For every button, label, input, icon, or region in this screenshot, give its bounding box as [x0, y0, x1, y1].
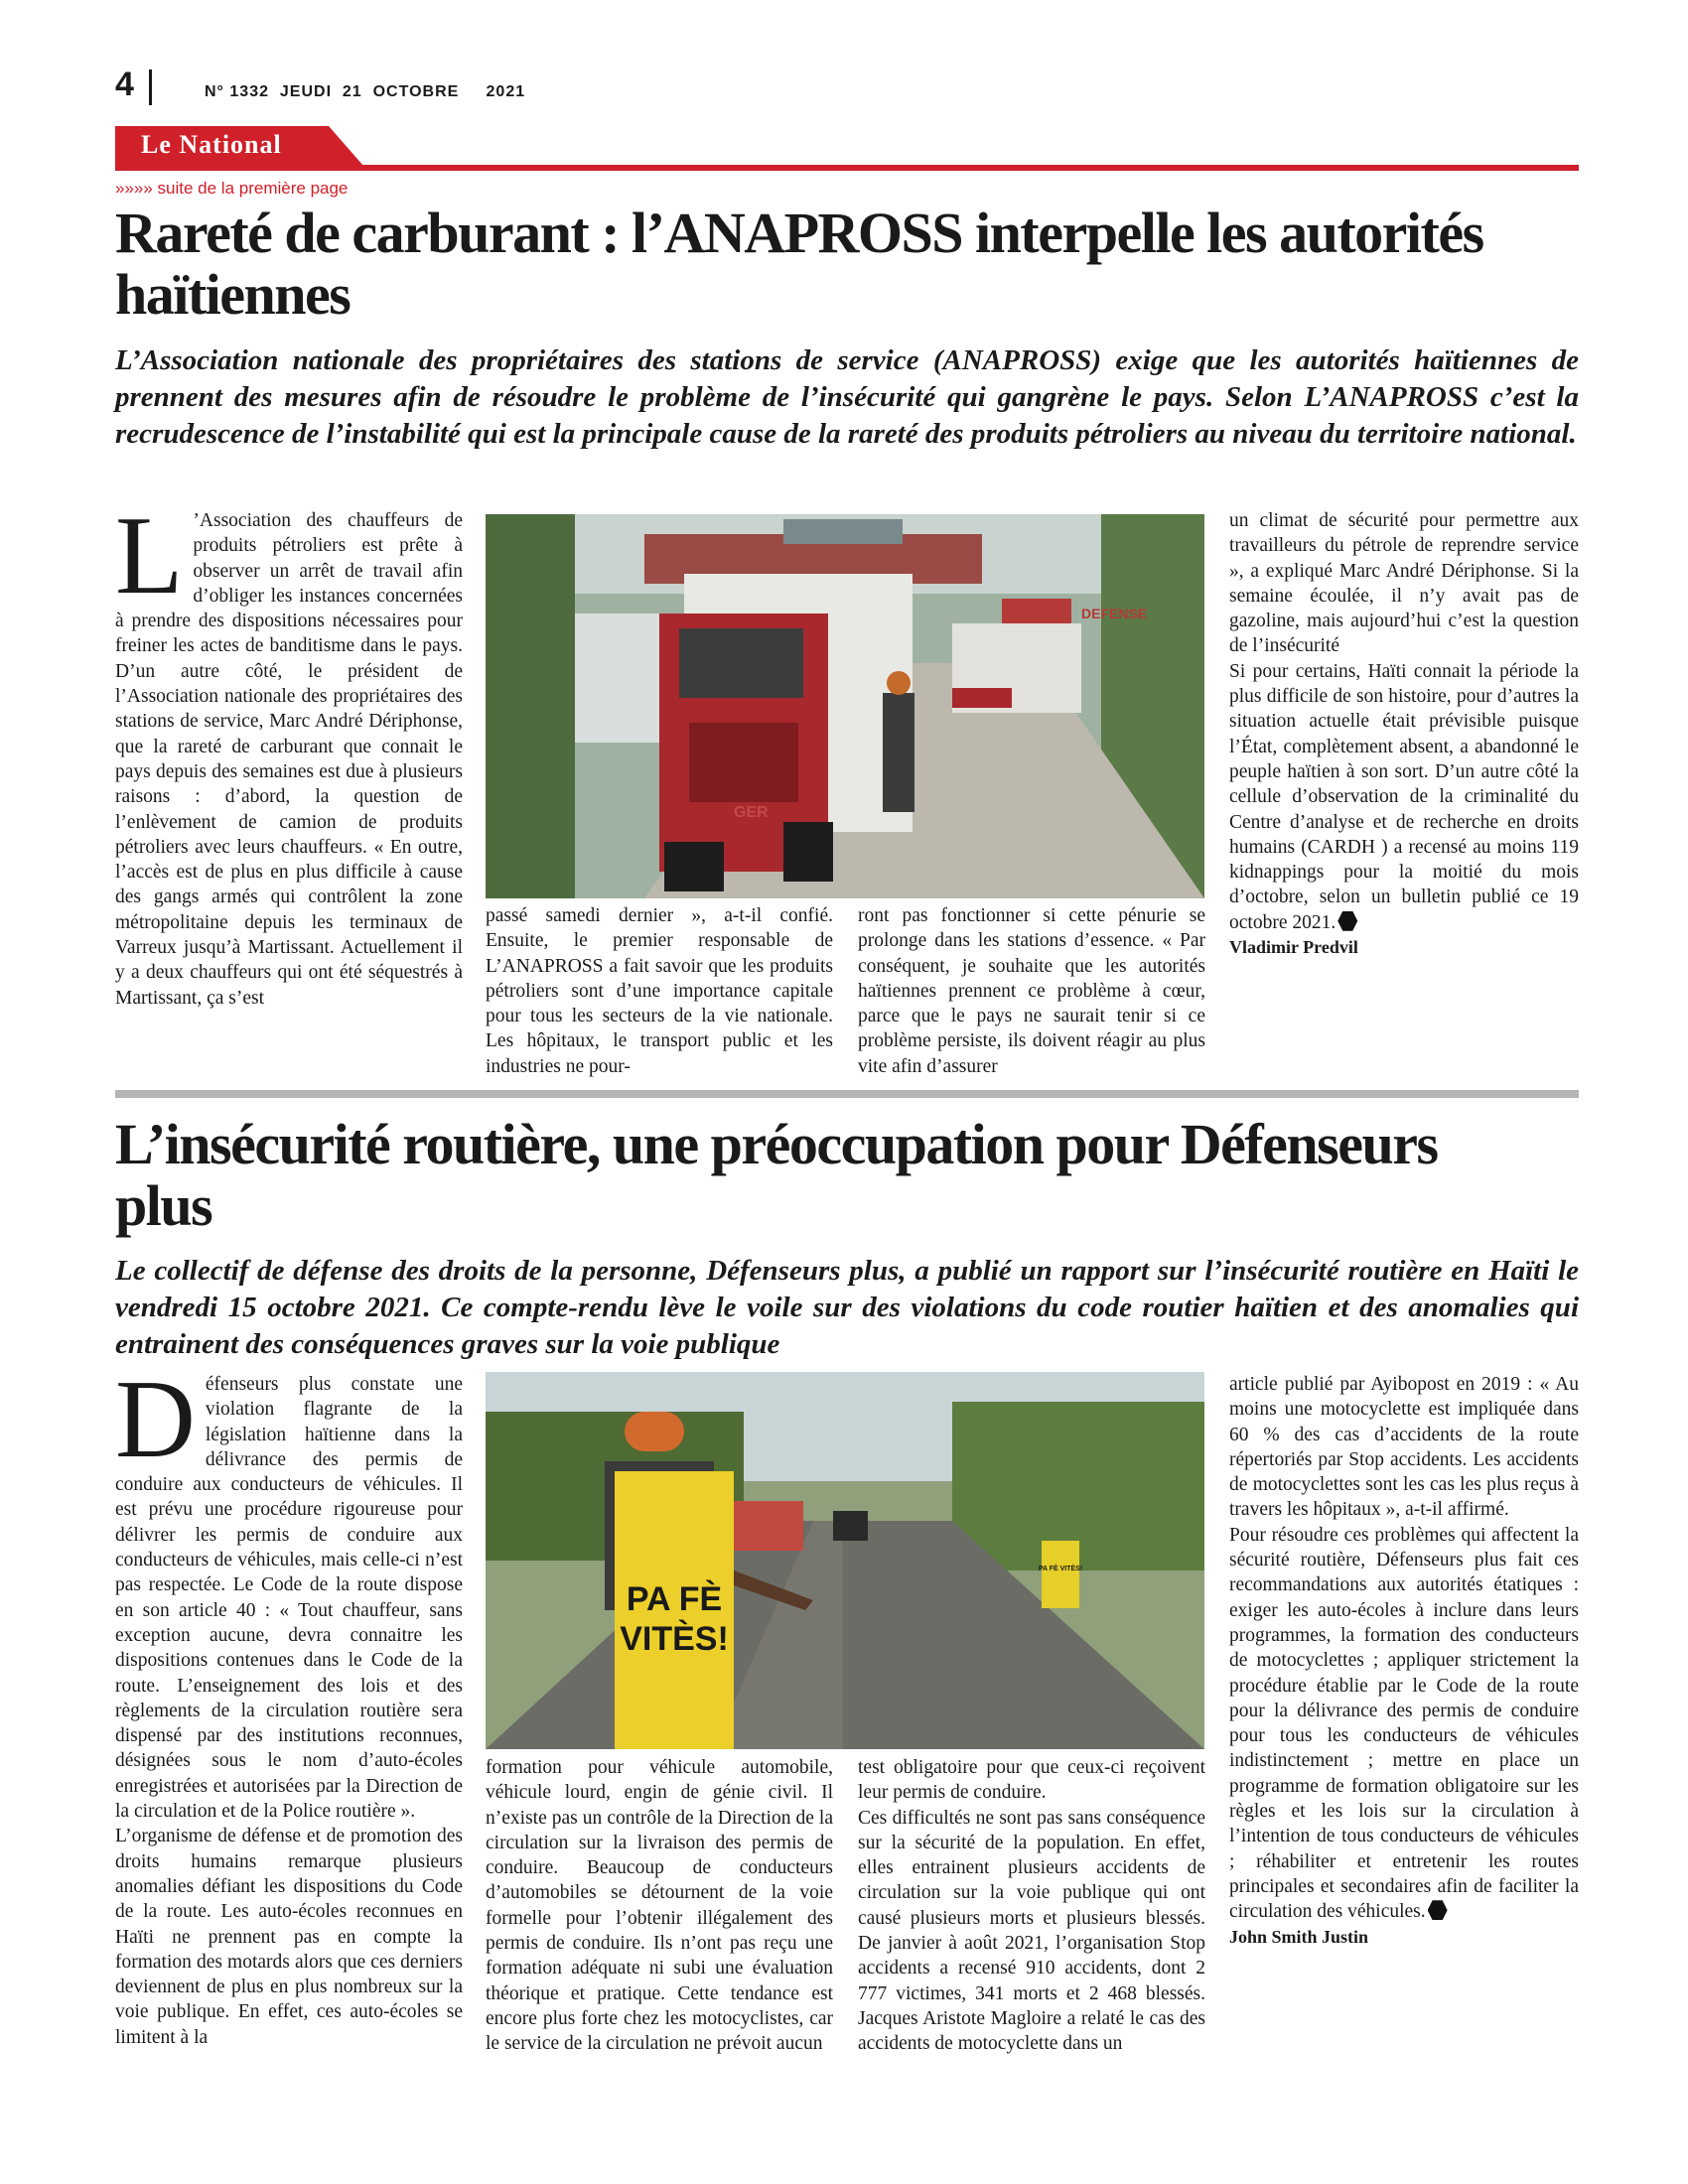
article2-col4-para1: article publié par Ayibopost en 2019 : « Au moins une motocyclette est impliquée dans 60 % des cas d’accidents de la route répertoriés par Stop accidents. Les accidents de motocyclettes sont les cas les plus reçus à travers les hôpitaux », a-t-il affirmé.	[1229, 1374, 1579, 1521]
article1-dropcap: L	[115, 494, 184, 617]
page-number-divider	[149, 69, 152, 105]
article1-photo-fuel-truck	[486, 514, 1204, 898]
photo1-tank-label: DEFENSE	[1081, 606, 1148, 621]
article1-col4-para1: un climat de sécurité pour permettre aux travailleurs du pétrole de reprendre service », a expliqué Marc André Dériphonse. Si la semaine écoulée, il n’y avait pas de gazoline, mais aujourd’hui c’est la question de l’insécurité	[1229, 510, 1579, 657]
article1-lede: L’Association nationale des propriétaires des stations de service (ANAPROSS) exige que les autorités haïtiennes de prennent des mesures afin de résoudre le problème de l’insécurité qui gangrène le pays. Selon L’ANAPROSS c’est la recrudescence de l’instabilité qui est la principale cause de la rareté des produits pétroliers au niveau du territoire national.	[115, 344, 1579, 450]
article2-title-line1: L’insécurité routière, une préoccupation pour Défenseurs	[115, 1112, 1438, 1176]
article2-column-2	[486, 1755, 833, 2132]
article2-lede: Le collectif de défense des droits de la personne, Défenseurs plus, a publié un rapport sur l’insécurité routière en Haïti le vendredi 15 octobre 2021. Ce compte-rendu lève le voile sur des violations du code routier haïtien et des anomalies qui entrainent des conséquences graves sur la voie publique	[115, 1255, 1579, 1360]
article1-col2-text: passé samedi dernier », a-t-il confié. Ensuite, le premier responsable de L’ANAPROSS a fait savoir que les produits pétroliers sont d’une importance capitale pour tous les secteurs de la vie nationale. Les hôpitaux, le transport public et les industries ne pour-	[486, 905, 833, 1077]
article2-col1-text: éfenseurs plus constate une violation flagrante de la législation haïtienne dans la délivrance des permis de conduire aux conducteurs de véhicules. Il est prévu une procédure rigoureuse pour délivrer les permis de conduire aux conducteurs de véhicules, mais celle-ci n’est pas respectée. Le Code de la route dispose en son article 40 : « Tout chauffeur, sans exception aucune, devra connaitre les dispositions contenues dans le Code de la route. L’enseignement des lois et des règlements de la circulation routière sera dispensé par des institutions reconnues, désignées sous le nom d’auto-écoles enregistrées et autorisées par la Direction de la circulation et de la Police routière ».	[115, 1374, 463, 1823]
article2-column-1	[115, 1358, 463, 2126]
article2-col4-para2: Pour résoudre ces problèmes qui affectent la sécurité routière, Défenseurs plus fait ces recommandations aux autorités étatiques : exiger les auto-écoles à inclure dans leurs programmes, la formation des conducteurs de motocyclettes ; appliquer strictement la procédure établie par le Code de la route pour la délivrance des permis de conduire pour tous les conducteurs de véhicules indistinctement ; mettre en place un programme de formation obligatoire sur les règles et les lois sur la circulation à l’intention de tous conducteurs de véhicules ; réhabiliter et entretenir les routes principales et secondaires afin de faciliter la circulation des véhicules.	[1229, 1524, 1579, 1923]
article2-dropcap: D	[115, 1358, 196, 1481]
article1-col4-para2: Si pour certains, Haïti connait la période la plus difficile de son histoire, pour d’autres la situation actuelle était prévisible puisque l’État, complètement absent, a abandonné le peuple haïtien à son sort. D’un autre côté la cellule d’observation de la criminalité du Centre d’analyse et de recherche en droits humains (CARDH ) a recensé au moins 119 kidnappings pour la moitié du mois d’octobre, selon un bulletin publié ce 19 octobre 2021.	[1229, 660, 1579, 933]
article1-column-2	[486, 903, 833, 1077]
article1-column-4	[1229, 508, 1579, 1084]
photo1-bumper-label: GER	[734, 804, 769, 821]
article2-column-4	[1229, 1372, 1579, 2136]
article1-byline: Vladimir Predvil	[1229, 937, 1358, 958]
issue-line: N° 1332 JEUDI 21 OCTOBRE 2021	[205, 83, 526, 100]
article1-title-line1: Rareté de carburant : l’ANAPROSS interpelle les autorités	[115, 201, 1483, 265]
page-number: 4	[115, 66, 134, 103]
photo2-distant-sign: PA FÈ VITÈS!	[1038, 1566, 1083, 1572]
section-rule	[115, 165, 1579, 171]
photo2-sign-line2: VITÈS!	[620, 1620, 729, 1658]
article2-title-line2: plus	[115, 1173, 212, 1238]
article-divider	[115, 1090, 1579, 1098]
article2-photo-road-safety	[486, 1372, 1204, 1749]
article2-col3-para2: Ces difficultés ne sont pas sans conséquence sur la sécurité de la population. En effet, elles entrainent plusieurs accidents de circulation sur la voie publique qui ont causé plusieurs morts et plusieurs blessés. De janvier à août 2021, l’organisation Stop accidents a recensé 910 accidents, dont 2 777 victimes, 341 morts et 2 468 blessés. Jacques Aristote Magloire a relaté le cas des accidents de motocyclette dans un	[858, 1807, 1205, 2055]
end-mark-icon	[1337, 911, 1357, 931]
section-label: Le National	[141, 130, 282, 159]
article1-title-line2: haïtiennes	[115, 262, 351, 327]
article1-column-3	[858, 903, 1205, 1077]
end-mark-icon	[1428, 1900, 1448, 1920]
article1-column-1	[115, 494, 463, 1074]
article1-col3-text: ront pas fonctionner si cette pénurie se prolonge dans les stations d’essence. « Par conséquent, je souhaite que les autorités haïtiennes prennent ce problème à cœur, parce que le pays ne saurait tenir si ce problème persiste, ils doivent réagir au plus vite afin d’assurer	[858, 905, 1205, 1077]
article2-col2-text: formation pour véhicule automobile, véhicule lourd, engin de génie civil. Il n’existe pas un contrôle de la Direction de la circulation sur la livraison des permis de conduire. Beaucoup de conducteurs d’automobiles se détournent de la voie formelle pour l’obtenir illégalement des permis de conduire. Ils n’ont pas reçu une formation adéquate ni subi une évaluation théorique et pratique. Cette tendance est encore plus forte chez les motocyclistes, car le service de la circulation ne prévoit aucun	[486, 1757, 833, 2055]
article1-col1-text: ’Association des chauffeurs de produits pétroliers est prête à observer un arrêt de travail afin d’obliger les instances concernées à prendre des dispositions nécessaires pour freiner les actes de banditisme dans le pays. D’un autre côté, le président de l’Association nationale des propriétaires des stations de service, Marc André Dériphonse, que la rareté de carburant que connait le pays depuis des semaines est due à plusieurs raisons : d’abord, la question de l’enlèvement de camion de produits pétroliers avec leurs chauffeurs. « En outre, l’accès est de plus en plus difficile à cause des gangs armés qui contrôlent la zone métropolitaine depuis les terminaux de Varreux jusqu’à Martissant. Actuellement il y a deux chauffeurs qui ont été séquestrés à Martissant, ça s’est	[115, 510, 463, 1009]
continued-note: »»»» suite de la première page	[115, 179, 349, 198]
photo2-sign-line1: PA FÈ	[626, 1580, 723, 1618]
article2-byline: John Smith Justin	[1229, 1926, 1369, 1947]
article2-col1-para2: L’organisme de défense et de promotion des droits humains remarque plusieurs anomalies défiant les dispositions du Code de la route. Les auto-écoles reconnues en Haïti ne prennent pas en compte la formation des motards alors que ces derniers deviennent de plus en plus nombreux sur la voie publique. En effet, ces auto-écoles se limitent à la	[115, 1826, 463, 2048]
article2-column-3	[858, 1755, 1205, 2132]
article2-col3-para1: test obligatoire pour que ceux-ci reçoivent leur permis de conduire.	[858, 1757, 1205, 1804]
